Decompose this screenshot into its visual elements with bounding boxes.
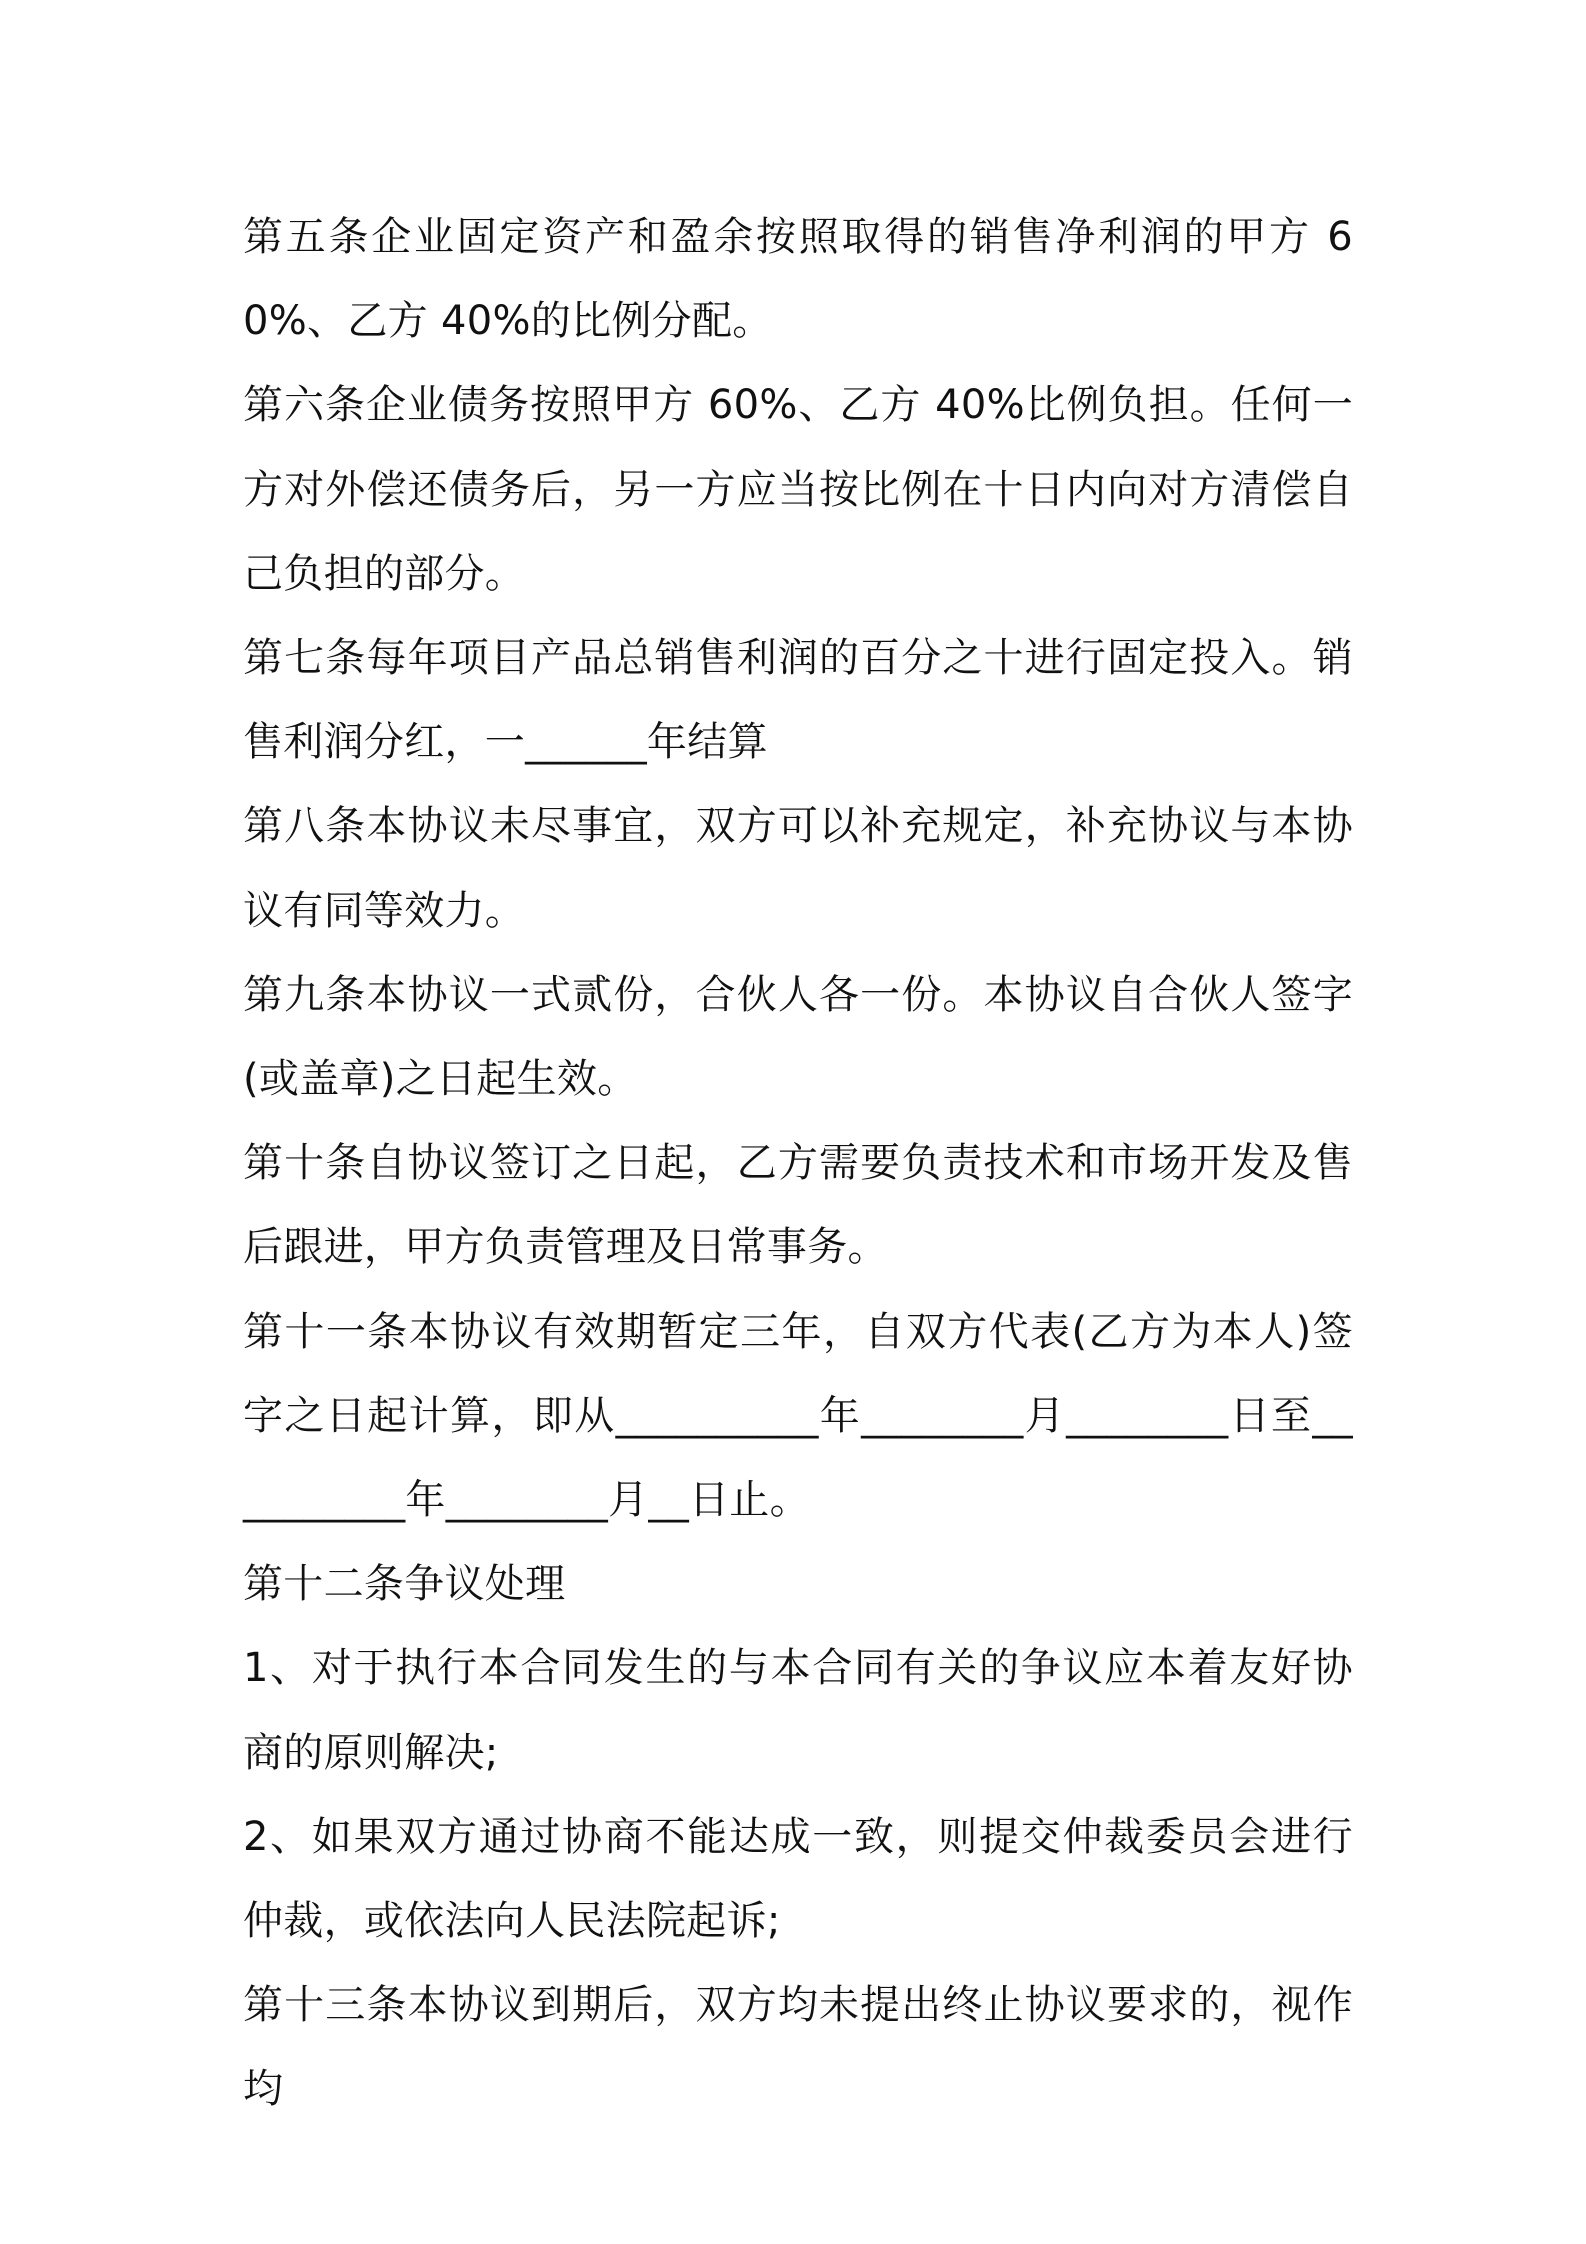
clause-9: 第九条本协议一式贰份，合伙人各一份。本协议自合伙人签字(或盖章)之日起生效。: [243, 971, 1353, 1103]
clause-11: 第十一条本协议有效期暂定三年，自双方代表(乙方为本人)签字之日起计算，即从__________年________月________日至__________年________月__日止。: [243, 1308, 1353, 1524]
clause-5: 第五条企业固定资产和盈余按照取得的销售净利润的甲方 60%、乙方 40%的比例分配。: [243, 214, 1353, 345]
clause-12-item-2: 2、如果双方通过协商不能达成一致，则提交仲裁委员会进行仲裁，或依法向人民法院起诉;: [243, 1813, 1353, 1945]
clause-10: 第十条自协议签订之日起，乙方需要负责技术和市场开发及售后跟进，甲方负责管理及日常事务。: [243, 1140, 1353, 1271]
clause-13: 第十三条本协议到期后，双方均未提出终止协议要求的，视作均: [243, 1982, 1353, 2113]
clause-8: 第八条本协议未尽事宜，双方可以补充规定，补充协议与本协议有同等效力。: [243, 803, 1353, 934]
clause-12-heading: 第十二条争议处理: [243, 1561, 566, 1608]
document-body: [243, 195, 1353, 2132]
clause-6: 第六条企业债务按照甲方 60%、乙方 40%比例负担。任何一方对外偿还债务后，另一方应当按比例在十日内向对方清偿自己负担的部分。: [243, 382, 1353, 597]
clause-7: 第七条每年项目产品总销售利润的百分之十进行固定投入。销售利润分红，一______年结算: [243, 635, 1353, 766]
clause-12-item-1: 1、对于执行本合同发生的与本合同有关的争议应本着友好协商的原则解决;: [243, 1645, 1353, 1776]
